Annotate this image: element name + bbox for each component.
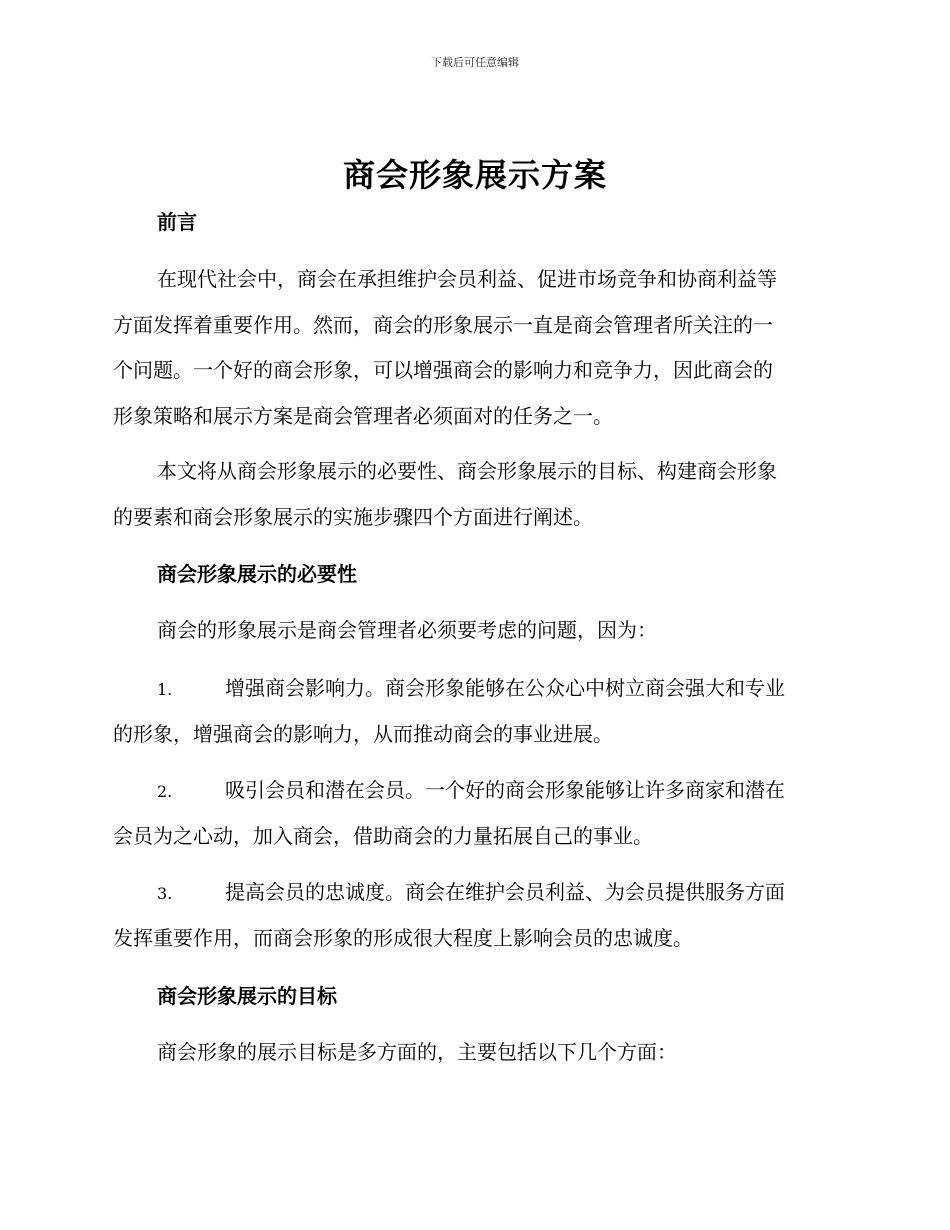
paragraph-necessity-intro [113, 608, 835, 654]
page-title: 商会形象展示方案 [342, 156, 607, 194]
paragraph-line: 方面发挥着重要作用。然而，商会的形象展示一直是商会管理者所关注的一 [113, 312, 773, 337]
paragraph-line: 个问题。一个好的商会形象，可以增强商会的影响力和竞争力，因此商会的 [113, 358, 773, 382]
paragraph-line: 形象策略和展示方案是商会管理者必须面对的任务之一。 [113, 403, 613, 428]
section-heading-preface: 前言 [157, 210, 197, 234]
paragraph-preface-1 [113, 257, 835, 439]
header-note: 下载后可任意编辑 [431, 56, 519, 69]
list-number: 3. [157, 884, 173, 903]
section-heading-goals: 商会形象展示的目标 [157, 984, 337, 1008]
section-heading-necessity: 商会形象展示的必要性 [157, 562, 357, 586]
list-item-text: 提高会员的忠诚度。商会在维护会员利益、为会员提供服务方面 [225, 880, 785, 904]
paragraph-goals-intro [113, 1030, 835, 1076]
list-item-text: 发挥重要作用，而商会形象的形成很大程度上影响会员的忠诚度。 [113, 926, 693, 950]
list-number: 2. [157, 782, 173, 801]
list-item-text: 增强商会影响力。商会形象能够在公众心中树立商会强大和专业 [225, 676, 785, 700]
paragraph-line: 的要素和商会形象展示的实施步骤四个方面进行阐述。 [113, 504, 593, 529]
paragraph-preface-2 [113, 449, 835, 540]
list-item-text: 吸引会员和潜在会员。一个好的商会形象能够让许多商家和潜在 [225, 778, 785, 802]
list-number: 1. [157, 680, 173, 699]
paragraph-line: 商会的形象展示是商会管理者必须要考虑的问题，因为： [157, 618, 657, 642]
paragraph-line: 本文将从商会形象展示的必要性、商会形象展示的目标、构建商会形象 [157, 459, 777, 483]
list-item-text: 的形象，增强商会的影响力，从而推动商会的事业进展。 [113, 722, 613, 746]
list-item-2 [113, 768, 835, 859]
paragraph-line: 在现代社会中，商会在承担维护会员利益、促进市场竞争和协商利益等 [157, 267, 777, 291]
list-item-text: 会员为之心动，加入商会，借助商会的力量拓展自己的事业。 [113, 824, 653, 848]
list-item-3 [113, 870, 835, 961]
paragraph-line: 商会形象的展示目标是多方面的，主要包括以下几个方面： [157, 1040, 677, 1064]
list-item-1 [113, 666, 835, 757]
